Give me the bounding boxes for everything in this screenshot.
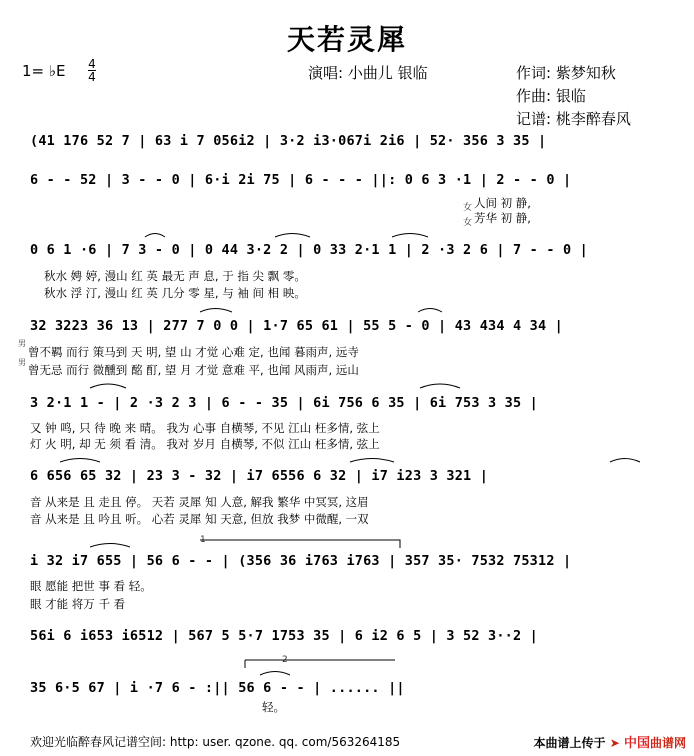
notation-row-9: 35 6·5 67 | i ·7 6 - :|| 56 6 - - | ...... ||: [30, 680, 405, 696]
upload-label: 本曲谱上传于: [533, 736, 606, 750]
singers: 演唱: 小曲儿 银临: [308, 64, 428, 82]
male-marker: 男: [18, 339, 26, 348]
notation-row-2: 6 - - 52 | 3 - - 0 | 6·i 2i 75 | 6 - - - ||: 0 6 3 ·1 | 2 - - 0 |: [30, 172, 572, 188]
female-marker: 女: [463, 218, 473, 228]
lyric-row3-v1: 秋水 娉 婷, 漫山 红 英 最无 声 息, 于 指 尖 飘 零。: [44, 269, 306, 283]
female-marker: 女: [463, 203, 473, 213]
notation-row-3: 0 6 1 ·6 | 7 3 - 0 | 0 44 3·2 2 | 0 33 2·1 1 | 2 ·3 2 6 | 7 - - 0 |: [30, 242, 588, 258]
notation-row-4: 32 3223 36 13 | 277 7 0 0 | 1·7 65 61 | 55 5 - 0 | 43 434 4 34 |: [30, 318, 563, 334]
brand-cn: 中国: [623, 736, 650, 751]
lyric-row7-v2: 眼 才能 将万 千 看: [30, 597, 126, 611]
lyric-row4-v1: 曾不羁 而行 策马到 天 明, 望 山 才觉 心难 定, 也闻 暮雨声, 远寺: [28, 345, 359, 359]
key-signature: 1= ♭E: [22, 62, 66, 80]
notation-row-7: i 32 i7 655 | 56 6 - - | (356 36 i763 i763 | 357 35· 7532 75312 |: [30, 553, 572, 569]
notation-row-8: 56i 6 i653 i6512 | 567 5 5·7 1753 35 | 6 i2 6 5 | 3 52 3··2 |: [30, 628, 538, 644]
notation-row-6: 6 656 65 32 | 23 3 - 32 | i7 6556 6 32 | i7 i23 3 321 |: [30, 468, 489, 484]
volta-two-mark: 2: [282, 655, 288, 665]
brand-rest: 曲谱网: [649, 736, 686, 750]
lyric-row5-v1: 又 钟 鸣, 只 待 晚 来 晴。 我为 心事 自横琴, 不见 江山 枉多情, 弦上: [30, 421, 380, 435]
lyric-row6-v1: 音 从来是 且 走且 停。 天若 灵犀 知 人意, 解我 繁华 中冥冥, 这眉: [30, 495, 369, 509]
lyric-row3-v2: 秋水 浮 汀, 漫山 红 英 几分 零 星, 与 袖 间 相 映。: [44, 286, 306, 300]
lyric-row5-v2: 灯 火 明, 却 无 须 看 清。 我对 岁月 自横琴, 不似 江山 枉多情, 弦上: [30, 437, 380, 451]
lyric-row2-v1: 人间 初 静,: [474, 196, 531, 210]
footer-link[interactable]: 欢迎光临醉春风记谱空间: http: user. qzone. qq. com/563264185: [30, 735, 401, 749]
lyricist: 作词: 紫梦知秋: [516, 64, 616, 82]
composer: 作曲: 银临: [516, 87, 586, 105]
lyric-row2-v2: 芳华 初 静,: [474, 211, 531, 225]
notation-row-5: 3 2·1 1 - | 2 ·3 2 3 | 6 - - 35 | 6i 756 6 35 | 6i 753 3 35 |: [30, 395, 538, 411]
lyric-row7-v1: 眼 愿能 把世 事 看 轻。: [30, 579, 152, 593]
transcriber: 记谱: 桃李醉春风: [516, 110, 631, 128]
site-logo: 本曲谱上传于 ➤ 中国曲谱网: [533, 736, 686, 751]
time-signature-bottom: 4: [88, 70, 96, 84]
lyric-row4-v2: 曾无忌 而行 微醺到 酩 酊, 望 月 才觉 意难 平, 也闻 风雨声, 远山: [28, 363, 359, 377]
time-signature-top: 4: [88, 57, 96, 71]
lyric-row6-v2: 音 从来是 且 吟且 听。 心若 灵犀 知 天意, 但放 我梦 中微醒, 一双: [30, 512, 369, 526]
male-marker: 男: [18, 358, 26, 367]
volta-one-mark: 1: [200, 535, 206, 545]
lyric-row9: 轻。: [262, 700, 285, 714]
notation-row-1: (41 176 52 7 | 63 i 7 056i2 | 3·2 i3·067i 2i6 | 52· 356 3 35 |: [30, 133, 547, 149]
song-title: 天若灵犀: [286, 23, 407, 56]
